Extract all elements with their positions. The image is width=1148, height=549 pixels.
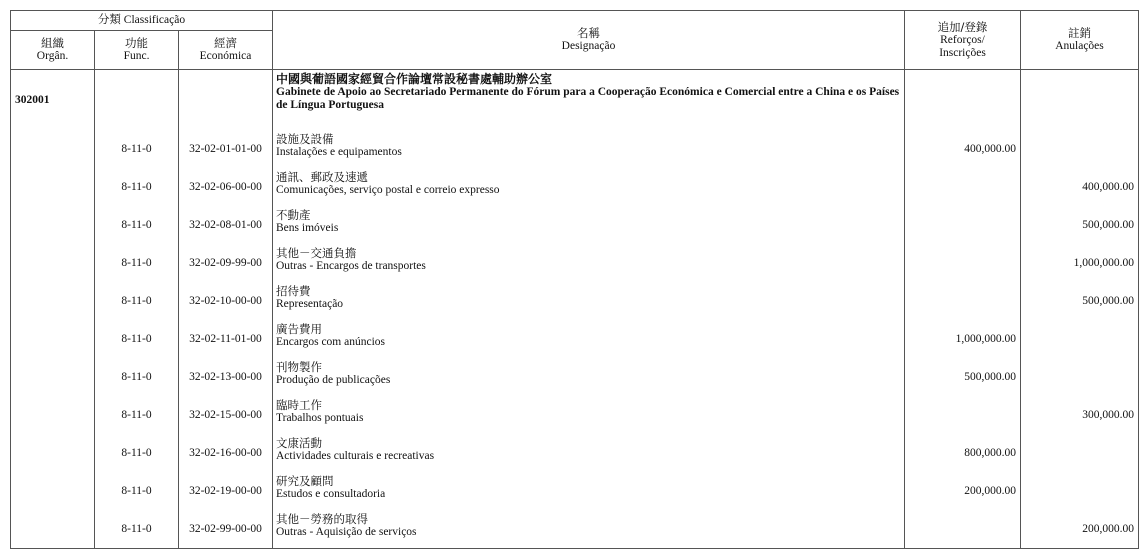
row-designation-pt: Representação bbox=[276, 298, 344, 310]
table-row bbox=[11, 206, 1139, 244]
table-row bbox=[11, 472, 1139, 510]
designation-header bbox=[273, 11, 905, 70]
func-code: 8-11-0 bbox=[95, 434, 179, 472]
organ-header-pt: Orgân. bbox=[36, 50, 69, 62]
table-row bbox=[11, 244, 1139, 282]
table-row bbox=[11, 130, 1139, 168]
func-code: 8-11-0 bbox=[95, 168, 179, 206]
reinforcements-header bbox=[905, 11, 1021, 70]
row-designation bbox=[273, 282, 905, 320]
annulment-amount bbox=[1021, 434, 1139, 472]
reinforcement-amount: 1,000,000.00 bbox=[905, 320, 1021, 358]
econ-header-pt: Económica bbox=[199, 50, 252, 62]
annulments-header-zh: 註銷 bbox=[1068, 26, 1091, 40]
func-code: 8-11-0 bbox=[95, 510, 179, 549]
reinforcements-header-zh: 追加/登錄 bbox=[937, 19, 988, 34]
reinforcement-amount bbox=[905, 282, 1021, 320]
reinforcement-amount: 800,000.00 bbox=[905, 434, 1021, 472]
row-designation-zh: 文康活動 bbox=[276, 436, 322, 450]
econ-code: 32-02-08-01-00 bbox=[179, 206, 273, 244]
annulment-amount: 500,000.00 bbox=[1021, 206, 1139, 244]
econ-code: 32-02-10-00-00 bbox=[179, 282, 273, 320]
reinforcement-amount bbox=[905, 244, 1021, 282]
reinforcement-amount: 400,000.00 bbox=[905, 130, 1021, 168]
reinforcements-header-pt1: Reforços/ bbox=[940, 33, 985, 46]
row-designation-zh: 其他－交通負擔 bbox=[276, 246, 357, 260]
reinforcement-amount bbox=[905, 510, 1021, 549]
row-designation-zh: 招待費 bbox=[276, 284, 311, 298]
func-code: 8-11-0 bbox=[95, 206, 179, 244]
annulments-header bbox=[1021, 11, 1139, 70]
func-code: 8-11-0 bbox=[95, 130, 179, 168]
row-designation-zh: 刊物製作 bbox=[276, 360, 322, 374]
func-header bbox=[95, 31, 179, 70]
empty-cell bbox=[179, 70, 273, 131]
econ-header-zh: 經濟 bbox=[214, 36, 237, 50]
row-designation-zh: 研究及顧問 bbox=[276, 474, 334, 488]
annulments-header-pt: Anulações bbox=[1055, 40, 1104, 52]
econ-code: 32-02-09-99-00 bbox=[179, 244, 273, 282]
row-designation bbox=[273, 130, 905, 168]
empty-organ-cell bbox=[11, 206, 95, 244]
empty-organ-cell bbox=[11, 396, 95, 434]
econ-code: 32-02-99-00-00 bbox=[179, 510, 273, 549]
row-designation-pt: Actividades culturais e recreativas bbox=[276, 450, 435, 462]
annulment-amount: 500,000.00 bbox=[1021, 282, 1139, 320]
table-row bbox=[11, 510, 1139, 549]
empty-cell bbox=[95, 70, 179, 131]
func-code: 8-11-0 bbox=[95, 282, 179, 320]
annulment-amount: 300,000.00 bbox=[1021, 396, 1139, 434]
row-designation-pt: Estudos e consultadoria bbox=[276, 488, 386, 500]
econ-code: 32-02-15-00-00 bbox=[179, 396, 273, 434]
empty-organ-cell bbox=[11, 130, 95, 168]
table-row bbox=[11, 396, 1139, 434]
row-designation-pt: Bens imóveis bbox=[276, 222, 339, 234]
organ-header-zh: 組織 bbox=[41, 36, 64, 50]
row-designation bbox=[273, 510, 905, 549]
econ-code: 32-02-06-00-00 bbox=[179, 168, 273, 206]
row-designation-pt: Outras - Aquisição de serviços bbox=[276, 526, 417, 538]
row-designation bbox=[273, 434, 905, 472]
econ-code: 32-02-19-00-00 bbox=[179, 472, 273, 510]
row-designation-pt: Produção de publicações bbox=[276, 374, 391, 386]
empty-organ-cell bbox=[11, 434, 95, 472]
func-code: 8-11-0 bbox=[95, 396, 179, 434]
table-row bbox=[11, 434, 1139, 472]
table-row bbox=[11, 358, 1139, 396]
table-row bbox=[11, 282, 1139, 320]
table-row bbox=[11, 320, 1139, 358]
reinforcement-amount: 500,000.00 bbox=[905, 358, 1021, 396]
classification-header: 分類 Classificação bbox=[11, 11, 273, 31]
econ-code: 32-02-13-00-00 bbox=[179, 358, 273, 396]
row-designation-zh: 其他－勞務的取得 bbox=[276, 512, 368, 526]
empty-organ-cell bbox=[11, 510, 95, 549]
reinforcements-header-pt2: Inscrições bbox=[939, 46, 986, 59]
annulment-amount bbox=[1021, 358, 1139, 396]
row-designation bbox=[273, 168, 905, 206]
entity-row bbox=[11, 70, 1139, 131]
reinforcement-amount bbox=[905, 206, 1021, 244]
table-row bbox=[11, 168, 1139, 206]
annulment-amount: 200,000.00 bbox=[1021, 510, 1139, 549]
row-designation-pt: Trabalhos pontuais bbox=[276, 412, 364, 424]
econ-header bbox=[179, 31, 273, 70]
func-code: 8-11-0 bbox=[95, 320, 179, 358]
empty-organ-cell bbox=[11, 282, 95, 320]
empty-organ-cell bbox=[11, 472, 95, 510]
row-designation-pt: Outras - Encargos de transportes bbox=[276, 260, 426, 272]
organ-code: 302001 bbox=[11, 70, 95, 131]
func-code: 8-11-0 bbox=[95, 244, 179, 282]
annulment-amount: 1,000,000.00 bbox=[1021, 244, 1139, 282]
empty-organ-cell bbox=[11, 320, 95, 358]
reinforcement-amount: 200,000.00 bbox=[905, 472, 1021, 510]
row-designation bbox=[273, 244, 905, 282]
designation-header-zh: 名稱 bbox=[577, 26, 600, 40]
row-designation-zh: 廣告費用 bbox=[276, 322, 322, 336]
entity-name-zh: 中國與葡語國家經貿合作論壇常設秘書處輔助辦公室 bbox=[276, 72, 553, 86]
func-header-pt: Func. bbox=[123, 50, 150, 62]
empty-organ-cell bbox=[11, 358, 95, 396]
row-designation-zh: 通訊、郵政及速遞 bbox=[276, 170, 368, 184]
row-designation bbox=[273, 206, 905, 244]
row-designation bbox=[273, 320, 905, 358]
designation-header-pt: Designação bbox=[561, 40, 616, 52]
empty-cell bbox=[1021, 70, 1139, 131]
annulment-amount bbox=[1021, 130, 1139, 168]
row-designation-pt: Encargos com anúncios bbox=[276, 336, 386, 348]
annulment-amount bbox=[1021, 472, 1139, 510]
func-code: 8-11-0 bbox=[95, 358, 179, 396]
empty-organ-cell bbox=[11, 244, 95, 282]
row-designation-zh: 設施及設備 bbox=[276, 132, 334, 146]
econ-code: 32-02-16-00-00 bbox=[179, 434, 273, 472]
empty-organ-cell bbox=[11, 168, 95, 206]
econ-code: 32-02-01-01-00 bbox=[179, 130, 273, 168]
entity-name bbox=[273, 70, 905, 131]
reinforcement-amount bbox=[905, 168, 1021, 206]
annulment-amount: 400,000.00 bbox=[1021, 168, 1139, 206]
budget-table bbox=[10, 10, 1139, 549]
row-designation-zh: 不動產 bbox=[276, 208, 311, 222]
func-code: 8-11-0 bbox=[95, 472, 179, 510]
entity-name-pt: Gabinete de Apoio ao Secretariado Permanente do Fórum para a Cooperação Económica e Comercial entre a China e os Países de Língua Portuguesa bbox=[276, 86, 900, 111]
econ-code: 32-02-11-01-00 bbox=[179, 320, 273, 358]
row-designation-pt: Comunicações, serviço postal e correio expresso bbox=[276, 184, 500, 196]
row-designation bbox=[273, 396, 905, 434]
empty-cell bbox=[905, 70, 1021, 131]
row-designation-zh: 臨時工作 bbox=[276, 398, 322, 412]
row-designation bbox=[273, 472, 905, 510]
row-designation-pt: Instalações e equipamentos bbox=[276, 146, 402, 158]
annulment-amount bbox=[1021, 320, 1139, 358]
reinforcement-amount bbox=[905, 396, 1021, 434]
func-header-zh: 功能 bbox=[125, 36, 148, 50]
organ-header bbox=[11, 31, 95, 70]
row-designation bbox=[273, 358, 905, 396]
